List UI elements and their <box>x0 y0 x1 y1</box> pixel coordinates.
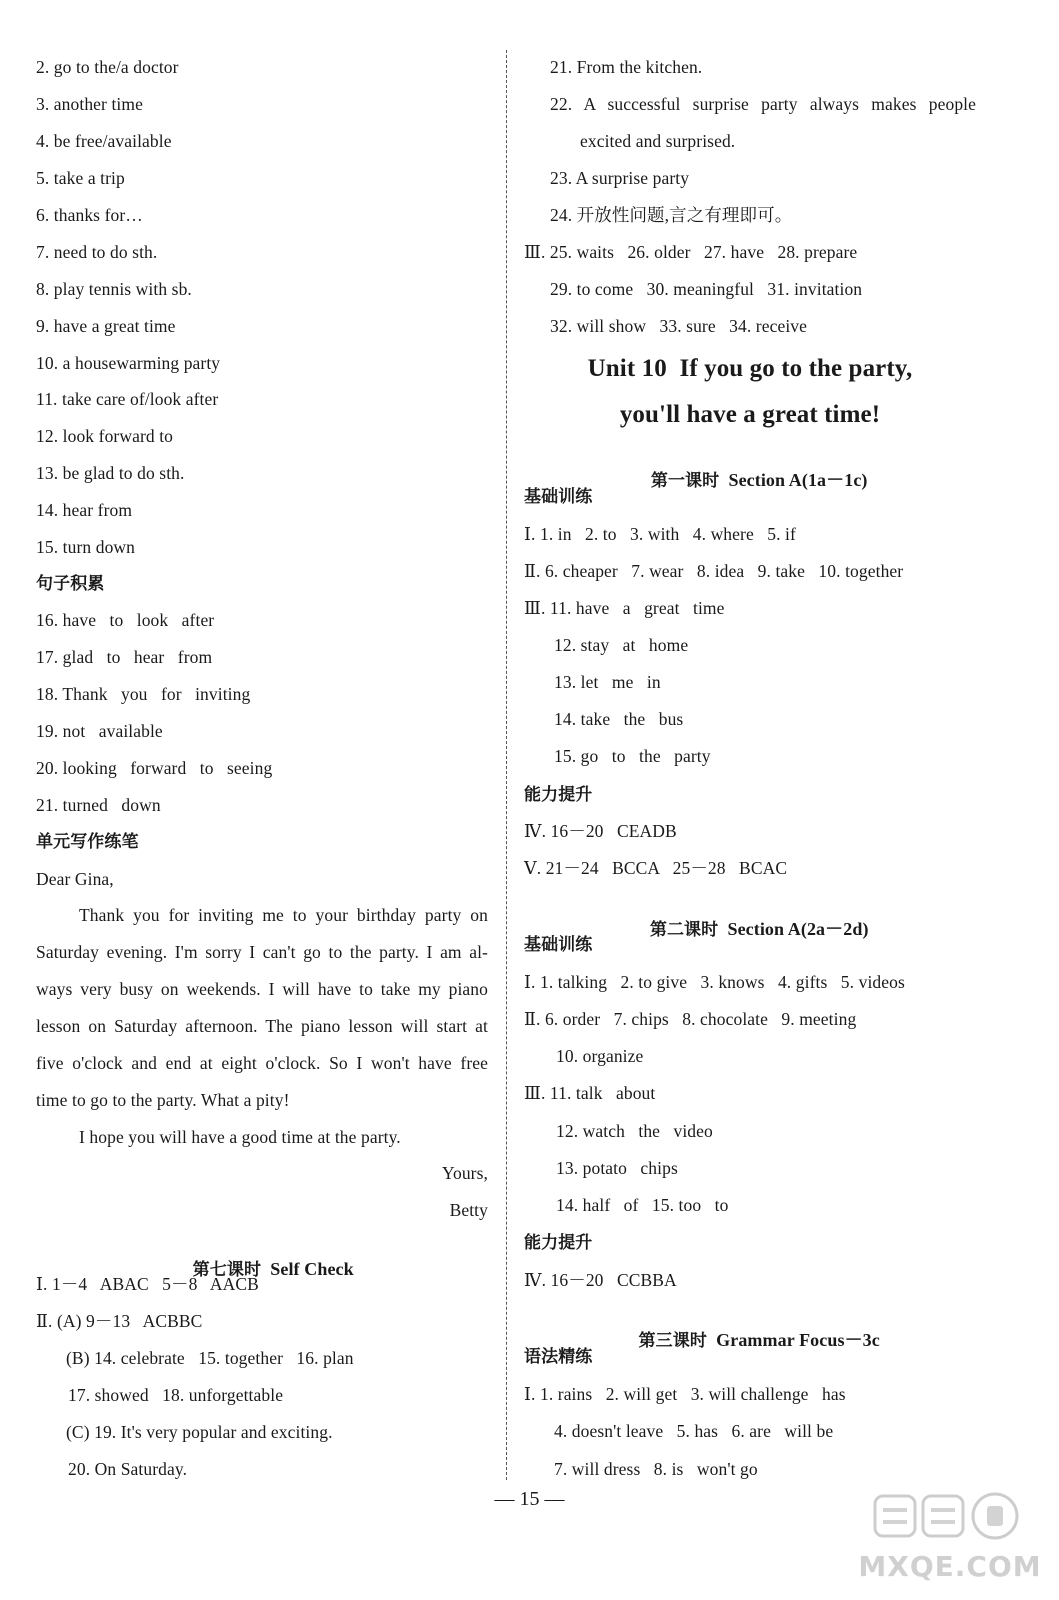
unit-title: you'll have a great time! <box>619 401 881 428</box>
answer-line: (C) 19. It's very popular and exciting. <box>66 1422 333 1442</box>
lesson-title-cn: 第七课时 <box>192 1260 262 1280</box>
lesson-title-cn: 第一课时 <box>650 471 720 491</box>
answer-line: Ⅰ. 1. in 2. to 3. with 4. where 5. if <box>524 524 796 544</box>
section-heading: 能力提升 <box>524 1233 593 1253</box>
answer-line: 20. On Saturday. <box>68 1459 188 1479</box>
answer-line: 13. potato chips <box>556 1158 678 1178</box>
answer-line: 7. will dress 8. is won't go <box>554 1459 758 1479</box>
answer-line: 9. have a great time <box>36 316 176 336</box>
answer-line: Ⅱ. 6. order 7. chips 8. chocolate 9. meeting <box>524 1009 857 1029</box>
letter-body-line: Thank you for inviting me to your birthday party on <box>79 905 488 925</box>
answer-line: (B) 14. celebrate 15. together 16. plan <box>66 1348 354 1368</box>
answer-line: 21. From the kitchen. <box>550 57 703 77</box>
answer-line: 15. turn down <box>36 537 136 557</box>
answer-line: Ⅲ. 11. have a great time <box>524 598 725 618</box>
letter-body-line: lesson on Saturday afternoon. The piano lesson will start at <box>36 1016 488 1036</box>
answer-line: 17. showed 18. unforgettable <box>68 1385 284 1405</box>
answer-line: 22. A successful surprise party always makes people <box>550 94 976 114</box>
answer-line: 14. half of 15. too to <box>556 1195 729 1215</box>
section-heading: 句子积累 <box>36 574 105 594</box>
section-heading: 能力提升 <box>524 785 593 805</box>
answer-line: 5. take a trip <box>36 168 125 188</box>
answer-line: 8. play tennis with sb. <box>36 279 192 299</box>
answer-line: 18. Thank you for inviting <box>36 684 251 704</box>
letter-body-line: ways very busy on weekends. I will have to take my piano <box>36 979 488 999</box>
letter-body-line: time to go to the party. What a pity! <box>36 1090 290 1110</box>
lesson-title-cn: 第三课时 <box>638 1331 707 1351</box>
letter-signature: Betty <box>449 1200 488 1220</box>
letter-body-line: five o'clock and end at eight o'clock. So I won't have free <box>36 1053 488 1073</box>
answer-line: 32. will show 33. sure 34. receive <box>550 316 808 336</box>
answer-line: 13. let me in <box>554 672 661 692</box>
answer-line: 4. doesn't leave 5. has 6. are will be <box>554 1421 834 1441</box>
section-heading: 语法精练 <box>524 1347 593 1367</box>
answer-line: 14. hear from <box>36 500 133 520</box>
answer-line: 2. go to the/a doctor <box>36 57 179 77</box>
answer-line: 7. need to do sth. <box>36 242 158 262</box>
lesson-title-en: Section A(1a－1c) <box>728 470 868 490</box>
answer-line: Ⅰ. 1. talking 2. to give 3. knows 4. gifts 5. videos <box>524 972 905 992</box>
section-heading: 单元写作练笔 <box>36 832 139 852</box>
letter-salutation: Dear Gina, <box>36 869 114 889</box>
column-divider <box>506 50 507 1480</box>
answer-line: Ⅲ. 25. waits 26. older 27. have 28. prepare <box>524 242 858 262</box>
answer-line: 6. thanks for… <box>36 205 143 225</box>
answer-line: 23. A surprise party <box>550 168 690 188</box>
answer-line: Ⅰ. 1－4 ABAC 5－8 AACB <box>36 1274 259 1294</box>
answer-line: 12. look forward to <box>36 426 174 446</box>
letter-body-line: I hope you will have a good time at the party. <box>79 1127 401 1147</box>
unit-title: Unit 10 If you go to the party, <box>587 355 913 382</box>
watermark-logo-graphic <box>855 1488 1045 1588</box>
watermark-logo <box>855 1488 1045 1588</box>
answer-line: Ⅴ. 21－24 BCCA 25－28 BCAC <box>524 858 788 878</box>
answer-line: 17. glad to hear from <box>36 647 213 667</box>
page-number: — 15 — <box>494 1488 565 1510</box>
answer-line: 10. a housewarming party <box>36 353 221 373</box>
answer-line: 20. looking forward to seeing <box>36 758 273 778</box>
answer-line: Ⅳ. 16－20 CCBBA <box>524 1270 677 1290</box>
answer-line: 12. stay at home <box>554 635 689 655</box>
answer-line: 15. go to the party <box>554 746 711 766</box>
answer-line: 14. take the bus <box>554 709 684 729</box>
lesson-title-cn: 第二课时 <box>649 920 719 940</box>
answer-line: Ⅱ. (A) 9－13 ACBBC <box>36 1311 203 1331</box>
section-heading: 基础训练 <box>524 487 593 507</box>
answer-line: Ⅱ. 6. cheaper 7. wear 8. idea 9. take 10. together <box>524 561 904 581</box>
answer-line: 11. take care of/look after <box>36 389 219 409</box>
answer-line: Ⅰ. 1. rains 2. will get 3. will challenge has <box>524 1384 846 1404</box>
watermark-text: MXQE.COM <box>858 1550 1042 1583</box>
letter-body-line: Saturday evening. I'm sorry I can't go to the party. I am al- <box>36 942 488 962</box>
answer-line: excited and surprised. <box>580 131 736 151</box>
section-heading: 基础训练 <box>524 935 593 955</box>
answer-line: 29. to come 30. meaningful 31. invitation <box>550 279 863 299</box>
answer-line: 12. watch the video <box>556 1121 713 1141</box>
lesson-title-en: Section A(2a－2d) <box>727 919 869 939</box>
answer-line: 3. another time <box>36 94 143 114</box>
lesson-title-en: Grammar Focus－3c <box>716 1330 880 1350</box>
answer-line: 4. be free/available <box>36 131 172 151</box>
lesson-title-en: Self Check <box>270 1259 354 1279</box>
answer-line: Ⅲ. 11. talk about <box>524 1083 656 1103</box>
answer-line: Ⅳ. 16－20 CEADB <box>524 821 677 841</box>
answer-line: 10. organize <box>556 1046 644 1066</box>
answer-line: 13. be glad to do sth. <box>36 463 185 483</box>
answer-line: 21. turned down <box>36 795 161 815</box>
answer-line: 19. not available <box>36 721 163 741</box>
answer-line: 16. have to look after <box>36 610 215 630</box>
letter-closing: Yours, <box>442 1163 488 1183</box>
answer-line: 24. 开放性问题,言之有理即可。 <box>550 205 793 225</box>
